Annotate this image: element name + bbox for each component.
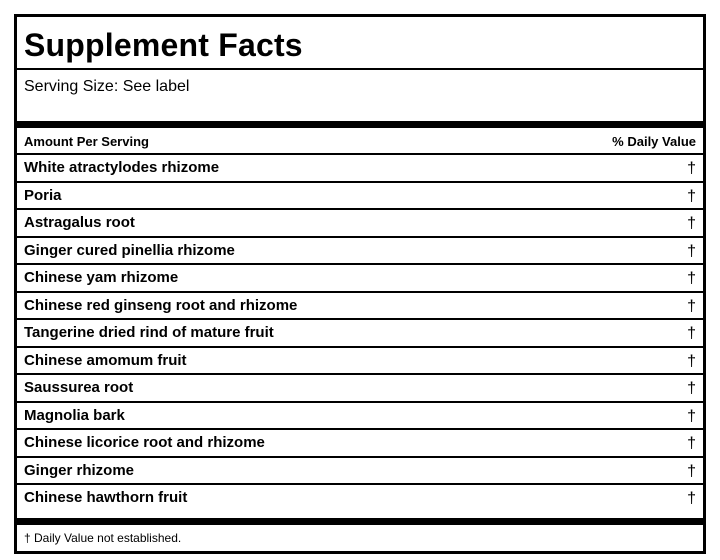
- ingredient-row: [17, 430, 703, 458]
- ingredient-daily-value: †: [687, 160, 696, 177]
- supplement-facts-panel: [14, 14, 706, 554]
- ingredient-name: Chinese hawthorn fruit: [24, 489, 188, 506]
- ingredient-name: Saussurea root: [24, 379, 134, 396]
- ingredient-daily-value: †: [687, 462, 696, 480]
- amount-per-serving-header: Amount Per Serving: [24, 134, 149, 149]
- ingredient-row: [17, 183, 703, 211]
- ingredient-daily-value: †: [687, 270, 696, 287]
- ingredient-name: Tangerine dried rind of mature fruit: [24, 324, 274, 341]
- ingredient-daily-value: †: [687, 187, 696, 205]
- title-divider: [17, 68, 703, 70]
- ingredient-row: [17, 155, 703, 183]
- ingredient-row: [17, 403, 703, 431]
- ingredient-daily-value: †: [687, 297, 696, 315]
- ingredient-daily-value: †: [687, 325, 696, 342]
- daily-value-header: % Daily Value: [612, 134, 696, 149]
- thick-divider-top: [17, 121, 703, 128]
- ingredient-row: [17, 485, 703, 512]
- daily-value-footnote: † Daily Value not established.: [24, 531, 182, 545]
- ingredient-row: [17, 293, 703, 321]
- ingredient-name: Astragalus root: [24, 214, 135, 231]
- ingredient-name: Poria: [24, 186, 62, 204]
- ingredient-name: Chinese amomum fruit: [24, 351, 187, 369]
- ingredient-row: [17, 238, 703, 266]
- ingredient-name: Chinese red ginseng root and rhizome: [24, 296, 298, 314]
- ingredient-name: Chinese licorice root and rhizome: [24, 434, 265, 451]
- thick-divider-bottom: [17, 518, 703, 525]
- ingredient-name: Ginger cured pinellia rhizome: [24, 241, 235, 259]
- ingredient-list: [17, 155, 703, 512]
- ingredient-daily-value: †: [687, 215, 696, 232]
- ingredient-row: [17, 265, 703, 293]
- ingredient-daily-value: †: [687, 380, 696, 397]
- ingredient-row: [17, 210, 703, 238]
- panel-title: Supplement Facts: [24, 27, 303, 63]
- ingredient-daily-value: †: [687, 407, 696, 425]
- serving-size: Serving Size: See label: [24, 78, 190, 95]
- column-header-row: [17, 128, 703, 153]
- ingredient-name: White atractylodes rhizome: [24, 159, 220, 176]
- ingredient-name: Magnolia bark: [24, 406, 125, 424]
- ingredient-row: [17, 348, 703, 376]
- ingredient-daily-value: †: [687, 435, 696, 452]
- ingredient-daily-value: †: [687, 352, 696, 370]
- ingredient-daily-value: †: [687, 490, 696, 507]
- ingredient-name: Ginger rhizome: [24, 461, 135, 479]
- ingredient-row: [17, 375, 703, 403]
- ingredient-name: Chinese yam rhizome: [24, 269, 179, 286]
- ingredient-row: [17, 458, 703, 486]
- ingredient-daily-value: †: [687, 242, 696, 260]
- ingredient-row: [17, 320, 703, 348]
